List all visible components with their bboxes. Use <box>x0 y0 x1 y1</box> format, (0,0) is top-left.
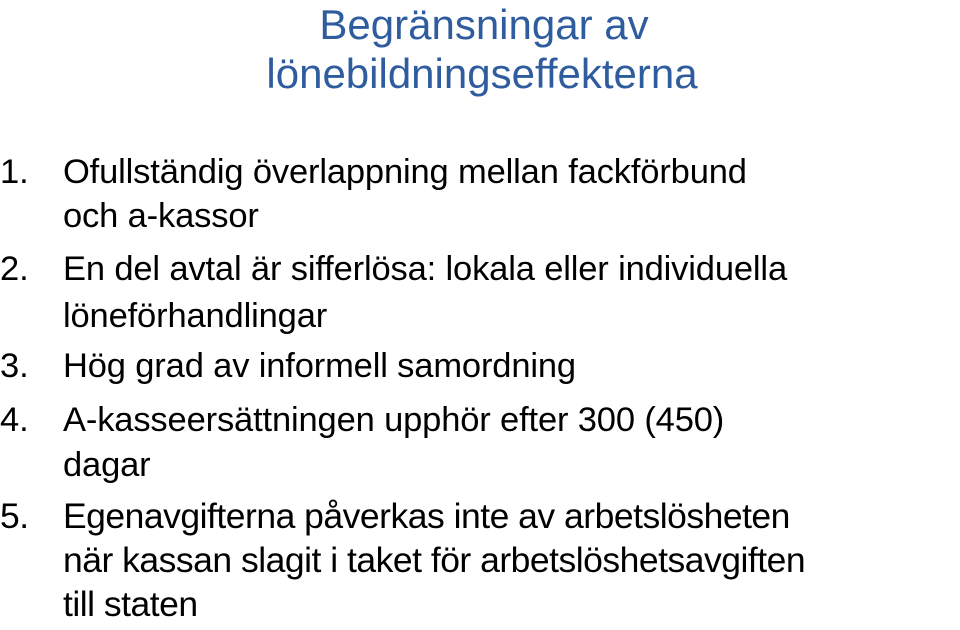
list-item-3 <box>0 344 960 388</box>
slide-title-line-1: Begränsningar av <box>319 1 649 48</box>
list-item-line: löneförhandlingar <box>63 297 328 335</box>
list-item-line: En del avtal är sifferlösa: lokala eller individuella <box>63 250 787 288</box>
list-item-2 <box>0 246 960 340</box>
list-item-text <box>63 150 960 238</box>
list-item-number: 1. <box>0 153 29 191</box>
list-item-text <box>63 344 960 388</box>
list-item-1 <box>0 150 960 238</box>
list-item-text <box>63 494 960 626</box>
bullet-list <box>0 150 960 630</box>
list-item-text <box>63 398 960 488</box>
list-item-line: Egenavgifterna påverkas inte av arbetslösheten <box>63 496 790 536</box>
list-item-line: Hög grad av informell samordning <box>63 347 576 385</box>
list-item-line: när kassan slagit i taket för arbetslöshetsavgiften <box>63 540 806 580</box>
list-item-number: 5. <box>0 496 29 536</box>
slide-title <box>0 0 960 98</box>
list-item-line: A-kasseersättningen upphör efter 300 (450) <box>63 401 725 439</box>
list-item-line: och a-kassor <box>63 197 259 235</box>
list-item-number: 4. <box>0 401 29 439</box>
list-item-text <box>63 246 960 340</box>
list-item-5 <box>0 494 960 626</box>
list-item-4 <box>0 398 960 488</box>
list-item-number: 2. <box>0 250 29 288</box>
slide-title-line-2: lönebildningseffekterna <box>266 50 698 97</box>
list-item-line: Ofullständig överlappning mellan fackförbund <box>63 153 747 191</box>
list-item-line: till staten <box>63 584 198 624</box>
list-item-line: dagar <box>63 446 151 484</box>
list-item-number: 3. <box>0 347 29 385</box>
